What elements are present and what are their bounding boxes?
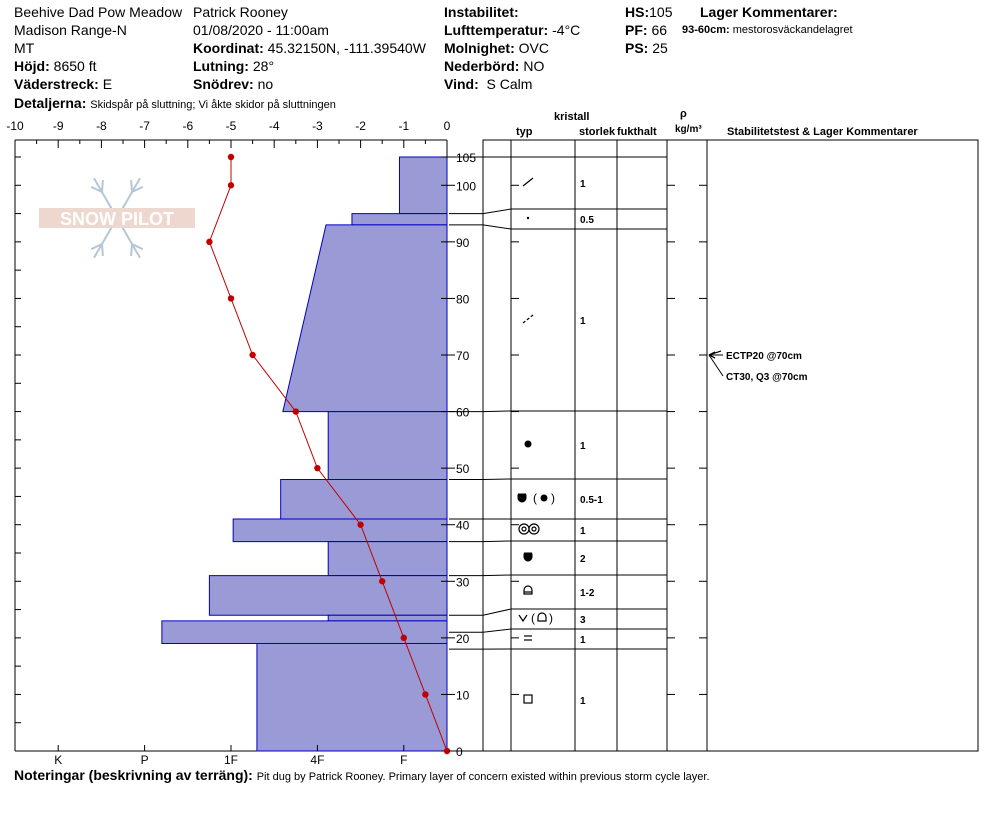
- pf-value: 66: [651, 22, 668, 38]
- coord-value: 45.32150N, -111.39540W: [267, 40, 426, 56]
- hardness-tick-label: F: [400, 753, 408, 767]
- temp-tick-label: -6: [182, 119, 194, 133]
- notes-text: Pit dug by Patrick Rooney. Primary layer of concern existed within previous storm cycle layer.: [256, 771, 710, 783]
- hardness-bar: [233, 519, 447, 542]
- hardness-tick-label: P: [140, 753, 149, 767]
- snowflake-branch: [131, 180, 132, 192]
- height-tick-label: 30: [456, 575, 470, 590]
- layer-size-label: 1: [580, 635, 586, 646]
- grain-line: [523, 178, 533, 186]
- temp-tick-label: -5: [225, 119, 237, 133]
- temperature-point: [422, 691, 428, 697]
- range-name: Madison Range-N: [14, 22, 127, 38]
- height-tick-label: 40: [456, 518, 470, 533]
- grain-paren: ): [549, 611, 553, 625]
- grain-paren: (: [533, 491, 537, 505]
- coord-label: Koordinat:: [193, 40, 264, 56]
- air-temp-value: -4°C: [552, 22, 581, 38]
- ps-value: 25: [652, 40, 668, 56]
- grain-symbol-fcxr: [524, 553, 532, 561]
- hardness-tick-label: K: [54, 753, 63, 767]
- hardness-bar: [257, 644, 447, 751]
- hardness-bar: [328, 542, 447, 576]
- location-name: Beehive Dad Pow Meadow: [14, 4, 183, 20]
- grain-paren: (: [531, 611, 535, 625]
- grain-dot: [541, 495, 548, 502]
- details-text: Skidspår på sluttning; Vi åkte skidor på sluttningen: [90, 99, 336, 111]
- wind-load-value: no: [257, 76, 274, 92]
- hs-label: HS:: [625, 4, 650, 20]
- temperature-point: [357, 522, 363, 528]
- crystal-header: kristall: [554, 111, 590, 123]
- state-name: MT: [14, 40, 35, 56]
- moisture-header: fukthalt: [617, 126, 657, 138]
- grain-dot: [525, 441, 532, 448]
- precip-label: Nederbörd:: [444, 58, 520, 74]
- temp-tick-label: -4: [268, 119, 280, 133]
- grain-fill: [524, 554, 532, 561]
- temperature-point: [228, 295, 234, 301]
- temp-tick-label: 0: [443, 119, 451, 133]
- height-tick-label: 10: [456, 688, 470, 703]
- temperature-point: [293, 408, 299, 414]
- layer-boundary: [449, 411, 667, 412]
- layer-size-label: 1: [580, 696, 586, 707]
- hardness-bar: [328, 615, 447, 621]
- temperature-point: [228, 182, 234, 188]
- aspect-value: E: [102, 76, 113, 92]
- ps-label: PS:: [625, 40, 649, 56]
- grain-symbol-ppgp: [527, 217, 529, 219]
- temperature-point: [379, 578, 385, 584]
- layer-size-label: 2: [580, 554, 586, 565]
- elevation-value: 8650 ft: [53, 58, 97, 74]
- grain-square: [524, 695, 532, 703]
- aspect-label: Väderstreck:: [14, 76, 99, 92]
- grain-line: [524, 586, 532, 594]
- height-tick-label: 50: [456, 462, 470, 477]
- sky-value: OVC: [518, 40, 549, 56]
- layer-table-border: [483, 140, 978, 751]
- layer-boundary: [449, 629, 667, 632]
- hardness-bar: [209, 576, 447, 616]
- slope-label: Lutning:: [193, 58, 249, 74]
- layer-size-label: 1: [580, 316, 586, 327]
- layer-comments-label: Lager Kommentarer:: [700, 4, 838, 20]
- layer-boundary: [449, 609, 667, 615]
- grain-symbol-dfbk: [523, 315, 533, 323]
- grain-circle: [532, 527, 536, 531]
- hardness-bar: [328, 412, 447, 480]
- grain-line: [519, 615, 527, 621]
- snowflake-branch: [131, 244, 132, 256]
- hardness-tick-label: 1F: [223, 753, 239, 767]
- hs-value: 105: [649, 4, 673, 20]
- grain-fill: [518, 495, 526, 502]
- layer-size-label: 1: [580, 526, 586, 537]
- grain-symbol-fcso: [524, 695, 532, 703]
- grain-circle: [522, 527, 526, 531]
- grain-symbol-rgsr: [525, 441, 532, 448]
- layer-boundary: [449, 225, 667, 229]
- snowflake-branch: [102, 180, 103, 192]
- grain-paren: ): [551, 491, 555, 505]
- grain-circle: [529, 524, 539, 534]
- layer-size-label: 1-2: [580, 588, 595, 599]
- temp-tick-label: -7: [139, 119, 150, 133]
- stability-test-label: CT30, Q3 @70cm: [726, 372, 808, 383]
- stability-test-label: ECTP20 @70cm: [726, 351, 802, 362]
- height-tick-label: 0: [456, 745, 463, 759]
- slope-value: 28°: [252, 58, 275, 74]
- temperature-point: [249, 352, 255, 358]
- hardness-bar: [283, 225, 447, 412]
- temperature-point: [206, 239, 212, 245]
- rho-header: ρ: [680, 108, 687, 120]
- sky-label: Molnighet:: [444, 40, 515, 56]
- density-unit-header: kg/m³: [675, 124, 702, 135]
- details-label: Detaljerna:: [14, 95, 87, 111]
- instability-label: Instabilitet:: [444, 4, 519, 20]
- wind-load-label: Snödrev:: [193, 76, 254, 92]
- hardness-bar: [281, 479, 447, 519]
- height-tick-label: 105: [456, 151, 477, 165]
- temp-tick-label: -10: [6, 119, 24, 133]
- hardness-bar: [352, 214, 447, 225]
- stability-header: Stabilitetstest & Lager Kommentarer: [727, 126, 918, 138]
- height-tick-label: 20: [456, 631, 470, 646]
- grain-circle: [519, 524, 529, 534]
- wind-label: Vind:: [444, 76, 479, 92]
- height-tick-label: 60: [456, 405, 470, 420]
- logo-text: SNOW PILOT: [60, 209, 174, 229]
- grain-dot: [527, 217, 529, 219]
- notes-label: Noteringar (beskrivning av terräng):: [14, 767, 253, 783]
- layer-size-label: 0.5: [580, 215, 594, 226]
- snow-pilot-logo: [39, 178, 195, 258]
- type-header: typ: [516, 126, 533, 138]
- temp-tick-label: -9: [52, 119, 64, 133]
- stability-pointer: [709, 355, 723, 376]
- height-tick-label: 80: [456, 292, 470, 307]
- layer-boundary: [449, 209, 667, 214]
- snowflake-branch: [102, 244, 103, 256]
- layer-size-label: 0.5-1: [580, 495, 603, 506]
- layer-boundary: [449, 541, 667, 542]
- layer-comment-range: 93-60cm:: [682, 24, 730, 36]
- layer-boundary: [449, 575, 667, 576]
- observer: Patrick Rooney: [193, 4, 288, 20]
- grain-line: [523, 315, 533, 323]
- layer-size-label: 3: [580, 615, 586, 626]
- grain-symbol-dhdhpr: [519, 611, 553, 625]
- hardness-bar: [399, 157, 447, 214]
- temp-tick-label: -3: [312, 119, 323, 133]
- air-temp-label: Lufttemperatur:: [444, 22, 549, 38]
- height-tick-label: 100: [456, 179, 477, 194]
- pf-label: PF:: [625, 22, 648, 38]
- grain-symbol-fcxrrg: [518, 491, 555, 505]
- datetime: 01/08/2020 - 11:00am: [193, 22, 329, 38]
- precip-value: NO: [523, 58, 545, 74]
- temp-tick-label: -2: [355, 119, 366, 133]
- hardness-tick-label: 4F: [310, 753, 325, 767]
- elevation-label: Höjd:: [14, 58, 50, 74]
- height-tick-label: 70: [456, 349, 470, 363]
- grain-symbol-ifil: [524, 636, 532, 640]
- grain-symbol-dhpr: [524, 586, 532, 594]
- grain-symbol-mfcl: [519, 524, 539, 534]
- temperature-point: [401, 635, 407, 641]
- layer-comment-text: mestorosväckandelagret: [732, 24, 853, 36]
- temp-tick-label: -1: [398, 119, 410, 133]
- height-tick-label: 90: [456, 235, 470, 250]
- layer-size-label: 1: [580, 441, 586, 452]
- layer-size-label: 1: [580, 179, 586, 190]
- size-header: storlek: [579, 126, 616, 138]
- grain-line: [538, 613, 546, 621]
- wind-value: S Calm: [486, 76, 533, 92]
- grain-symbol-ppsd: [523, 178, 533, 186]
- temperature-point: [314, 465, 320, 471]
- temperature-point: [228, 154, 234, 160]
- temp-tick-label: -8: [96, 119, 107, 133]
